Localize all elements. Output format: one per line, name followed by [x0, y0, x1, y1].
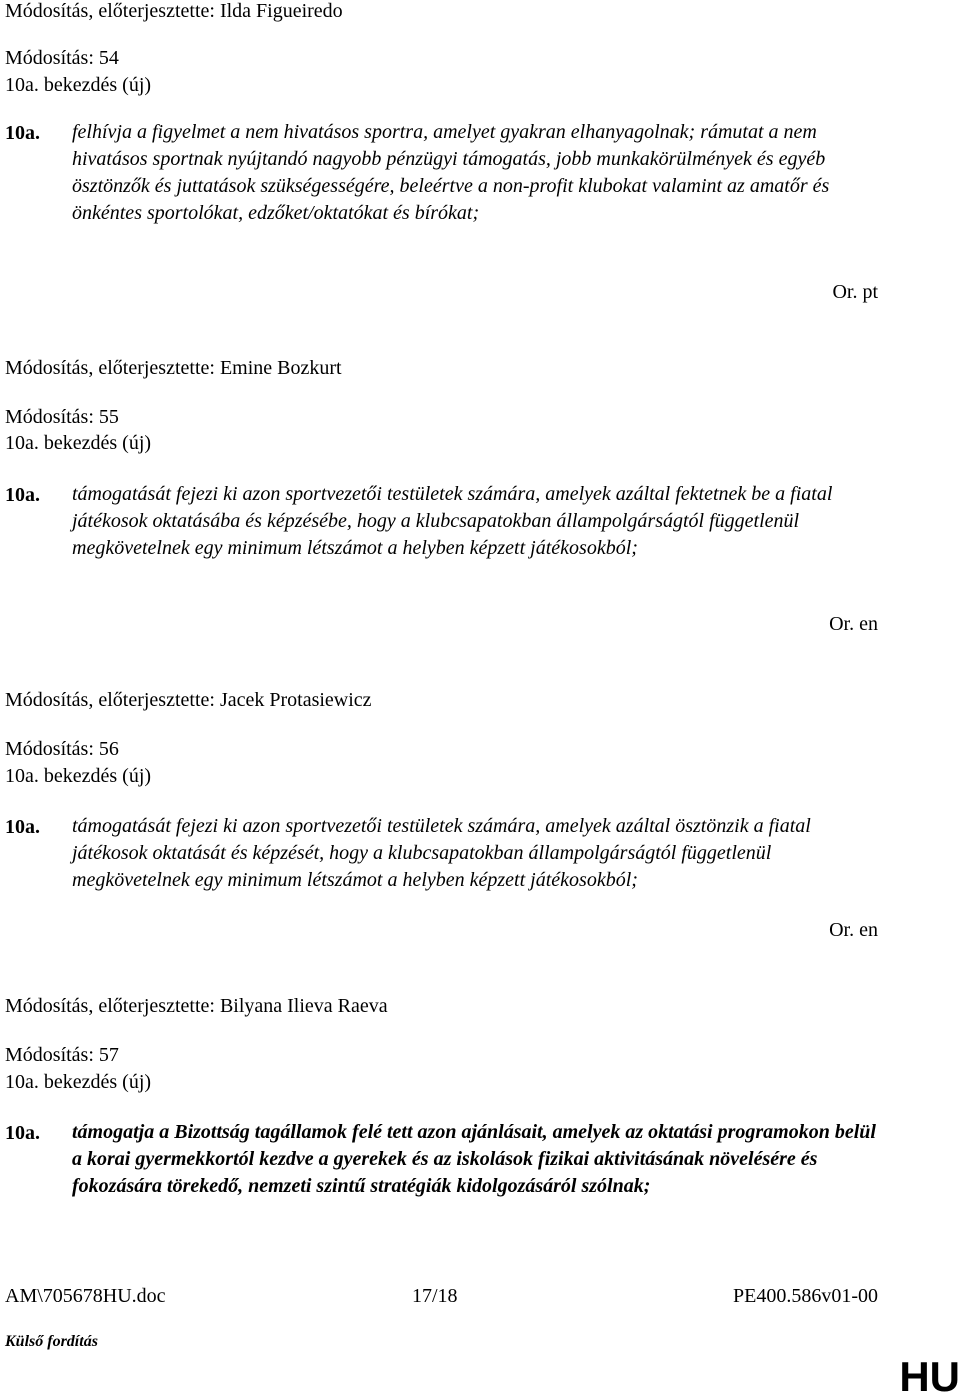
- item-label-56: 10a.: [5, 816, 40, 838]
- item-label-54: 10a.: [5, 122, 40, 144]
- amendment-number-57: Módosítás: 57: [5, 1044, 119, 1066]
- original-language-55: Or. en: [829, 613, 878, 635]
- amendment-number-54: Módosítás: 54: [5, 47, 119, 69]
- footer-page-number: 17/18: [412, 1285, 458, 1307]
- amendment-paragraph-56: 10a. bekezdés (új): [5, 765, 152, 787]
- tabled-by-56: Módosítás, előterjesztette: Jacek Protasiewicz: [5, 689, 372, 711]
- amendment-paragraph-55: 10a. bekezdés (új): [5, 432, 152, 454]
- footer-pe-ref: PE400.586v01-00: [733, 1285, 878, 1307]
- amendment-text-54: felhívja a figyelmet a nem hivatásos sportra, amelyet gyakran elhanyagolnak; rámutat a nem hivatásos sportnak nyújtandó nagyobb pénzügyi támogatás, jobb munkakörülmények és egyéb ösztönzők és juttatások szükségességére, beleértve a non-profit klubokat valamint az amatőr és önkéntes sportolókat, edzőket/oktatókat és bírókat;: [72, 121, 830, 224]
- amendment-number-55: Módosítás: 55: [5, 406, 119, 428]
- amendment-text-56: támogatását fejezi ki azon sportvezetői testületek számára, amelyek azáltal ösztönzik a fiatal játékosok oktatását és képzését, hogy a klubcsapatokban állampolgárságtól függetlenül megkövetelnek egy minimum létszámot a helyben képzett játékosokból;: [72, 815, 811, 891]
- item-label-55: 10a.: [5, 484, 40, 506]
- tabled-by-54: Módosítás, előterjesztette: Ilda Figueiredo: [5, 0, 343, 22]
- amendment-paragraph-57: 10a. bekezdés (új): [5, 1071, 152, 1093]
- item-label-57: 10a.: [5, 1122, 40, 1144]
- original-language-54: Or. pt: [832, 281, 878, 303]
- tabled-by-57: Módosítás, előterjesztette: Bilyana Ilieva Raeva: [5, 995, 388, 1017]
- language-code: HU: [899, 1353, 960, 1400]
- tabled-by-55: Módosítás, előterjesztette: Emine Bozkurt: [5, 357, 342, 379]
- amendment-text-55: támogatását fejezi ki azon sportvezetői testületek számára, amelyek azáltal fektetnek be a fiatal játékosok oktatásába és képzésébe, hogy a klubcsapatokban állampolgárságtól függetlenül megkövetelnek egy minimum létszámot a helyben képzett játékosokból;: [72, 483, 833, 559]
- original-language-56: Or. en: [829, 919, 878, 941]
- footer-doc-ref: AM\705678HU.doc: [5, 1285, 166, 1307]
- amendment-paragraph-54: 10a. bekezdés (új): [5, 74, 152, 96]
- translation-status: Külső fordítás: [5, 1333, 98, 1350]
- amendment-text-57: támogatja a Bizottság tagállamok felé tett azon ajánlásait, amelyek az oktatási programokon belül a korai gyermekkortól kezdve a gyerekek és az iskolások fizikai aktivitásának növelésére és fokozására törekedő, nemzeti szintű stratégiák kidolgozásáról szólnak;: [72, 1121, 876, 1197]
- amendment-number-56: Módosítás: 56: [5, 738, 119, 760]
